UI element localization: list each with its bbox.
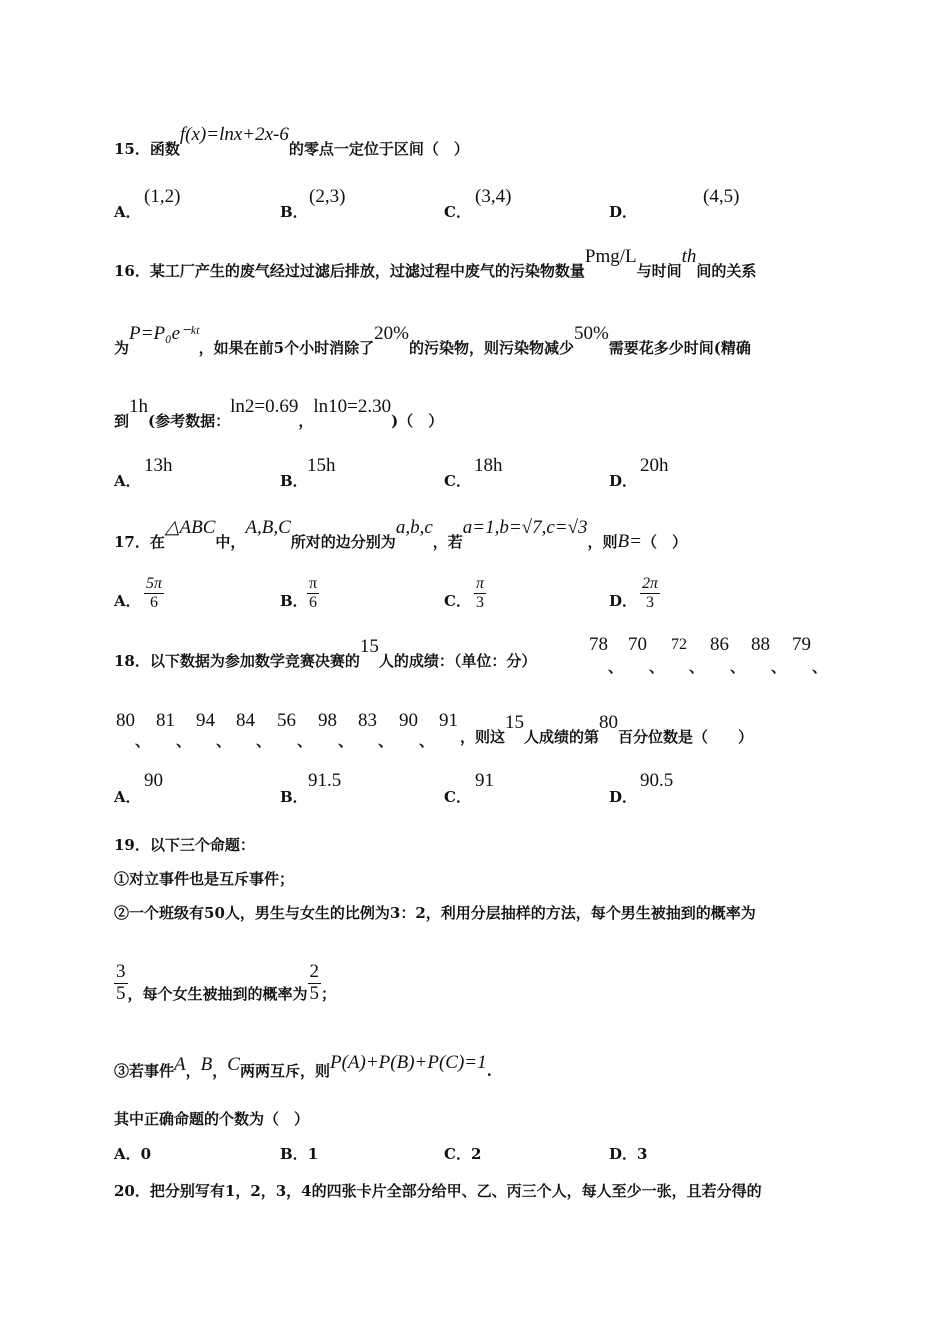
question-text: （ ） <box>641 533 687 551</box>
question-text: 为 <box>114 339 130 357</box>
option-a-value <box>144 575 164 611</box>
question-text: 的零点一定位于区间（ ） <box>288 140 469 158</box>
score: 81 <box>156 710 175 731</box>
separator: 、 <box>378 732 394 750</box>
option-d-value: 20h <box>640 455 669 476</box>
question-18-line-2 <box>460 712 754 748</box>
formula: 15 <box>505 712 525 733</box>
question-text: 中， <box>215 533 246 551</box>
score: 83 <box>358 710 377 731</box>
formula: 20% <box>374 323 409 344</box>
option-b-label: B． <box>280 788 308 806</box>
question-16-line-2 <box>114 323 751 359</box>
question-text: 函数 <box>149 140 180 158</box>
formula: 1h <box>129 396 149 417</box>
question-text: 把分别写有1，2，3，4的四张卡片全部分给甲、乙、丙三个人，每人至少一张，且若分得的 <box>149 1182 762 1200</box>
score: 91 <box>439 710 458 731</box>
score: 84 <box>236 710 255 731</box>
separator: 、 <box>256 732 272 750</box>
question-text: 与时间 <box>636 262 682 280</box>
separator: 、 <box>771 658 787 676</box>
question-text: 的污染物，则污染物减少 <box>408 339 574 357</box>
option-c-label: C． <box>444 203 471 221</box>
numerator: 3 <box>116 961 126 982</box>
formula: B= <box>617 531 642 552</box>
denominator: 5 <box>116 982 126 1004</box>
statement-3 <box>114 1052 492 1082</box>
question-number: 20． <box>114 1182 150 1200</box>
numerator: π <box>309 575 318 592</box>
option-d-label: D． <box>609 203 638 221</box>
fraction <box>308 962 322 1005</box>
option-a-label: A． <box>114 592 141 610</box>
score: 79 <box>792 634 811 655</box>
score: 90 <box>399 710 418 731</box>
separator: 、 <box>297 732 313 750</box>
question-16-line-1 <box>114 246 757 282</box>
numerator: 5π <box>146 575 163 592</box>
option-c-value: (3,4) <box>475 186 512 207</box>
formula: △ABC <box>164 517 216 538</box>
option-a-label: A． <box>114 788 141 806</box>
option-value: 2 <box>470 1145 482 1163</box>
separator: 、 <box>135 732 151 750</box>
option-label: D． <box>609 1145 638 1163</box>
question-text: 所对的边分别为 <box>290 533 396 551</box>
question-text: 人的成绩：（单位：分） <box>378 652 537 670</box>
numerator: π <box>476 575 485 592</box>
option-a <box>114 1143 151 1164</box>
question-text: ，则这 <box>460 728 506 746</box>
formula: th <box>681 246 697 267</box>
option-c-value: 18h <box>474 455 503 476</box>
option-c-value: 91 <box>475 770 494 791</box>
formula: ln2=0.69 <box>230 396 299 417</box>
question-16-line-3 <box>114 396 444 432</box>
option-b-value: 15h <box>307 455 336 476</box>
option-b-label: B． <box>280 472 308 490</box>
numerator: 2 <box>309 961 320 982</box>
formula: ln10=2.30 <box>313 396 392 417</box>
question-20 <box>114 1180 762 1201</box>
formula: P=P₀e⁻ᵏᵗ <box>129 323 199 344</box>
score: 98 <box>318 710 337 731</box>
question-text: ③若事件 <box>114 1062 175 1080</box>
option-label: A． <box>114 1145 141 1163</box>
option-label: C． <box>444 1145 471 1163</box>
score: 70 <box>628 634 647 655</box>
question-number: 17． <box>114 533 150 551</box>
option-a-label: A． <box>114 472 141 490</box>
question-19-ask: 其中正确命题的个数为（ ） <box>114 1110 310 1128</box>
option-a-value: 13h <box>144 455 173 476</box>
question-number: 16． <box>114 262 150 280</box>
option-b-label: B． <box>280 592 308 610</box>
question-number: 15． <box>114 140 150 158</box>
formula: 15 <box>359 636 379 657</box>
separator: 、 <box>608 658 624 676</box>
denominator: 6 <box>309 593 318 611</box>
question-text: 以下三个命题： <box>149 836 255 854</box>
question-text: . <box>486 1062 492 1080</box>
score: 56 <box>277 710 296 731</box>
option-b-value: 91.5 <box>308 770 342 791</box>
option-b-value <box>307 575 319 611</box>
score: 88 <box>751 634 770 655</box>
separator: 、 <box>338 732 354 750</box>
denominator: 6 <box>150 593 158 611</box>
option-b-label: B． <box>280 203 308 221</box>
question-text: 间的关系 <box>696 262 757 280</box>
question-19 <box>114 834 255 855</box>
separator: 、 <box>176 732 192 750</box>
question-text: ，每个女生被抽到的概率为 <box>127 984 308 1003</box>
separator: 、 <box>730 658 746 676</box>
denominator: 3 <box>476 593 484 611</box>
option-b-value: (2,3) <box>309 186 346 207</box>
question-text: 以下数据为参加数学竞赛决赛的 <box>149 652 360 670</box>
question-number: 19． <box>114 836 150 854</box>
formula: A <box>174 1054 186 1075</box>
question-text: ； <box>321 984 337 1003</box>
statement-2-cont <box>114 962 336 1005</box>
option-d-value <box>640 575 660 611</box>
formula: C <box>227 1054 240 1075</box>
question-18-line-1 <box>114 636 537 672</box>
separator: 、 <box>419 732 435 750</box>
score: 94 <box>196 710 215 731</box>
formula: 80 <box>599 712 619 733</box>
separator: 、 <box>689 658 705 676</box>
separator: 、 <box>649 658 665 676</box>
option-a-value: 90 <box>144 770 163 791</box>
score: 78 <box>589 634 608 655</box>
option-d-value: 90.5 <box>640 770 674 791</box>
question-text: ， <box>185 1062 201 1080</box>
option-a-value: (1,2) <box>144 186 181 207</box>
question-text: (参考数据： <box>148 412 231 430</box>
option-d-value: (4,5) <box>703 186 740 207</box>
formula: a,b,c <box>395 517 433 538</box>
separator: 、 <box>216 732 232 750</box>
question-text: 两两互斥，则 <box>239 1062 330 1080</box>
separator: 、 <box>812 658 828 676</box>
question-17 <box>114 517 687 553</box>
score: 72 <box>671 636 687 653</box>
option-c-label: C． <box>444 788 471 806</box>
question-text: ，如果在前5个小时消除了 <box>198 339 375 357</box>
option-d <box>609 1143 647 1164</box>
denominator: 5 <box>309 982 320 1004</box>
question-text: ，若 <box>432 533 463 551</box>
option-value: 1 <box>307 1145 319 1163</box>
option-d-label: D． <box>609 592 638 610</box>
option-b <box>280 1143 318 1164</box>
question-text: 人成绩的第 <box>524 728 600 746</box>
score: 80 <box>116 710 135 731</box>
denominator: 3 <box>646 593 654 611</box>
option-a-label: A． <box>114 203 141 221</box>
formula: a=1,b=√7,c=√3 <box>462 517 588 538</box>
option-c-value <box>474 575 486 611</box>
question-text: 百分位数是（ ） <box>618 728 754 746</box>
question-text: ， <box>212 1062 228 1080</box>
question-15 <box>114 124 469 160</box>
option-value: 0 <box>140 1145 152 1163</box>
option-d-label: D． <box>609 472 638 490</box>
formula: A,B,C <box>245 517 291 538</box>
question-text: )（ ） <box>391 412 444 430</box>
formula: 50% <box>573 323 609 344</box>
question-text: 在 <box>149 533 165 551</box>
statement-2: ②一个班级有50人，男生与女生的比例为3：2，利用分层抽样的方法，每个男生被抽到的概率为 <box>114 904 756 922</box>
score: 86 <box>710 634 729 655</box>
formula: Pmg/L <box>584 246 637 267</box>
fraction <box>114 962 128 1005</box>
question-text: ，则 <box>587 533 618 551</box>
option-c <box>444 1143 481 1164</box>
option-label: B． <box>280 1145 308 1163</box>
option-value: 3 <box>637 1145 648 1163</box>
formula: P(A)+P(B)+P(C)=1 <box>329 1052 487 1073</box>
question-text: 某工厂产生的废气经过过滤后排放，过滤过程中废气的污染物数量 <box>149 262 585 280</box>
question-number: 18． <box>114 652 150 670</box>
question-text: 需要花多少时间(精确 <box>608 339 751 357</box>
question-text: ， <box>298 412 314 430</box>
option-c-label: C． <box>444 592 471 610</box>
formula: B <box>200 1054 213 1075</box>
formula: f(x)=lnx+2x-6 <box>179 124 289 145</box>
option-c-label: C． <box>444 472 471 490</box>
statement-1: ①对立事件也是互斥事件； <box>114 870 295 888</box>
option-d-label: D． <box>609 788 638 806</box>
numerator: 2π <box>642 575 659 592</box>
question-text: 到 <box>114 412 130 430</box>
